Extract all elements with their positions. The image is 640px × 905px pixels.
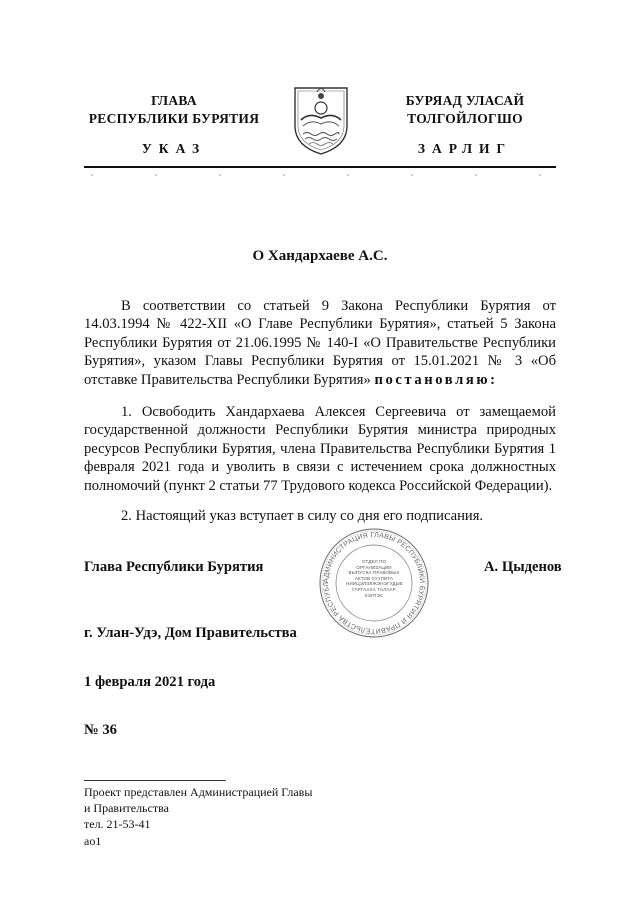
seal-ring-text: АДМИНИСТРАЦИЯ ГЛАВЫ РЕСПУБЛИКИ БУРЯТИЯ И ПРАВИТЕЛЬСТВА РЕСПУБЛ [322, 531, 426, 635]
decree-date: 1 февраля 2021 года [84, 674, 216, 690]
header-left-line1: ГЛАВА [151, 93, 197, 108]
preamble-paragraph [84, 297, 556, 389]
doc-type-right: ЗАРЛИГ [417, 141, 513, 156]
footnote [84, 784, 384, 849]
footnote-divider [84, 780, 226, 781]
header-right-line1: БУРЯАД УЛАСАЙ [405, 93, 525, 108]
item-1: 1. Освободить Хандархаева Алексея Сергеевича от замещаемой государственной должности Республики Бурятия министра природных ресурсов Республики Бурятия, члена Правительства Республики Бурятия 1 февраля 2021 года и уволить в связи с истечением срока должностных полномочий (пункт 2 статьи 77 Трудового кодекса Российской Федерации). [84, 404, 556, 494]
document-title: О Хандархаеве А.С. [252, 248, 388, 264]
header-dotted-divider [84, 174, 556, 176]
coat-of-arms-icon [289, 82, 353, 158]
official-seal [318, 527, 430, 639]
header-right-line2: ТОЛГОЙЛОГШО [407, 111, 523, 126]
signatory-position: Глава Республики Бурятия [84, 559, 264, 575]
signatory-name: А. Цыденов [484, 559, 562, 575]
item-2: 2. Настоящий указ вступает в силу со дня его подписания. [121, 508, 484, 524]
preamble-text: В соответствии со статьей 9 Закона Республики Бурятия от 14.03.1994 № 422-XII «О Главе Республики Бурятия», статьей 5 Закона Республики Бурятия от 21.06.1995 № 140-I «О Правительстве Республики Бурятия», указом Главы Республики Бурятия от 15.01.2021 № 3 «Об отставке Правительства Республики Бурятия» [84, 298, 556, 388]
place-of-signing: г. Улан-Удэ, Дом Правительства [84, 625, 297, 641]
footnote-phone: тел. 21-53-41 [84, 817, 151, 832]
decree-number: № 36 [84, 722, 117, 738]
decree-word: постановляю: [374, 371, 498, 388]
doc-type-left: УКАЗ [141, 141, 207, 156]
header-divider [84, 166, 556, 168]
header-right-title [380, 92, 550, 128]
header-left-title [84, 92, 264, 128]
footnote-code: ао1 [84, 833, 102, 848]
footnote-line2: и Правительства [84, 801, 169, 816]
header-left-line2: РЕСПУБЛИКИ БУРЯТИЯ [88, 111, 260, 126]
seal-center-text: ОТДЕЛ ПО ОРГАНИЗАЦИИ ВЫПУСКА ПРАВОВЫХ АКТОВ ХУУЛИТА НИИЦЭЛЭЛЖЭНЭГУДЫЕ ГАРГААХА ТАЛААР ХЭЛТЭС [346, 559, 403, 598]
footnote-line1: Проект представлен Администрацией Главы [84, 785, 313, 799]
